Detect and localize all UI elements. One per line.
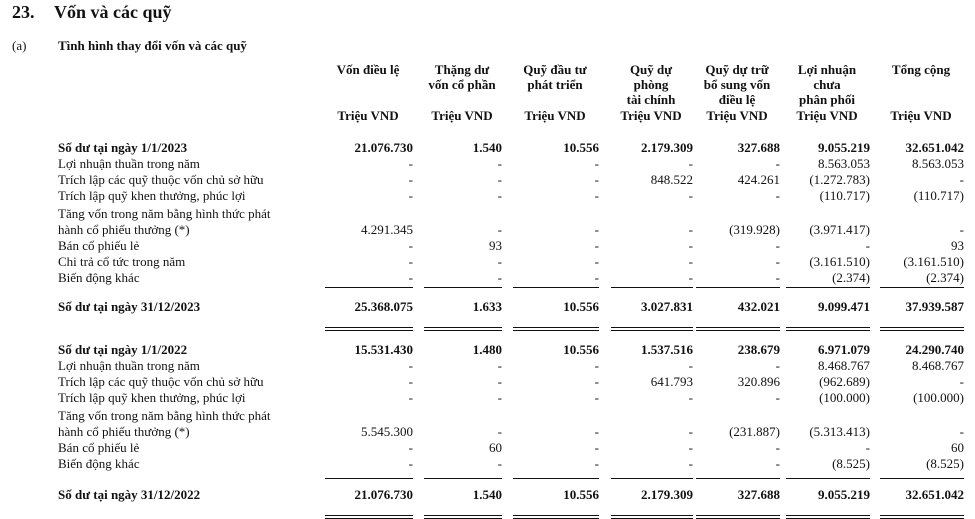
cell-value: - xyxy=(594,440,599,455)
cell-value: - xyxy=(497,374,502,389)
cell-value: 9.099.471 xyxy=(818,299,870,314)
total-double-rule xyxy=(513,327,599,331)
cell-value: - xyxy=(408,238,413,253)
cell-value: - xyxy=(775,270,780,285)
cell-value: 21.076.730 xyxy=(354,487,413,502)
cell-value: (3.161.510) xyxy=(903,254,964,269)
cell-value: - xyxy=(594,374,599,389)
column-header-line: Quỹ dự trữ xyxy=(705,62,769,77)
cell-value: 3.027.831 xyxy=(641,299,693,314)
cell-value: 432.021 xyxy=(737,299,780,314)
subtotal-rule xyxy=(786,287,870,288)
cell-value: 32.651.042 xyxy=(905,487,964,502)
cell-value: - xyxy=(688,254,693,269)
cell-value: - xyxy=(594,156,599,171)
cell-value: - xyxy=(688,358,693,373)
cell-value: - xyxy=(497,156,502,171)
cell-value: - xyxy=(865,238,870,253)
column-unit: Triệu VND xyxy=(796,108,858,123)
cell-value: 2.179.309 xyxy=(641,487,693,502)
cell-value: 6.971.079 xyxy=(818,342,870,357)
cell-value: - xyxy=(688,156,693,171)
table-row xyxy=(58,374,970,390)
total-double-rule xyxy=(325,327,413,331)
table-row xyxy=(58,270,970,286)
section-heading xyxy=(12,2,172,23)
cell-value: - xyxy=(688,188,693,203)
cell-value: - xyxy=(959,172,964,187)
subtotal-rule xyxy=(786,478,870,479)
column-header-line: vốn cổ phần xyxy=(428,77,496,92)
cell-value: 10.556 xyxy=(563,487,599,502)
table-row xyxy=(58,188,970,204)
table-row xyxy=(58,342,970,358)
column-header-line: phát triển xyxy=(527,77,583,92)
cell-value: 8.563.053 xyxy=(912,156,964,171)
section-title: Vốn và các quỹ xyxy=(54,2,172,22)
column-header xyxy=(878,62,964,77)
cell-value: 60 xyxy=(951,440,964,455)
column-header-line: tài chính xyxy=(626,92,676,107)
total-double-rule xyxy=(696,327,780,331)
cell-value: 327.688 xyxy=(737,140,780,155)
row-label: Bán cổ phiếu lẻ xyxy=(58,440,140,455)
table-row xyxy=(58,254,970,270)
cell-value: - xyxy=(594,424,599,439)
subtotal-rule xyxy=(611,478,693,479)
cell-value: - xyxy=(959,424,964,439)
cell-value: - xyxy=(688,424,693,439)
cell-value: 1.540 xyxy=(472,487,502,502)
subsection-heading xyxy=(12,38,247,54)
subtotal-rule xyxy=(696,287,780,288)
cell-value: 21.076.730 xyxy=(354,140,413,155)
subtotal-rule xyxy=(513,287,599,288)
row-label: Chi trả cổ tức trong năm xyxy=(58,254,186,269)
section-number: 23. xyxy=(12,2,35,22)
table-row xyxy=(58,390,970,406)
total-double-rule xyxy=(325,515,413,519)
column-header-line: Quỹ đầu tư xyxy=(523,62,587,77)
column-header-line: Vốn điều lệ xyxy=(336,62,400,77)
cell-value: - xyxy=(497,358,502,373)
column-header-line: Tổng cộng xyxy=(891,62,951,77)
total-double-rule xyxy=(880,327,964,331)
cell-value: 32.651.042 xyxy=(905,140,964,155)
cell-value: - xyxy=(775,390,780,405)
cell-value: - xyxy=(408,188,413,203)
cell-value: - xyxy=(688,440,693,455)
subtotal-rule xyxy=(696,478,780,479)
cell-value: (231.887) xyxy=(729,424,780,439)
cell-value: - xyxy=(408,270,413,285)
cell-value: 15.531.430 xyxy=(354,342,413,357)
cell-value: - xyxy=(594,188,599,203)
cell-value: (319.928) xyxy=(729,222,780,237)
column-unit: Triệu VND xyxy=(620,108,682,123)
column-header-line: bổ sung vốn xyxy=(703,77,771,92)
subtotal-rule xyxy=(424,287,502,288)
total-double-rule xyxy=(611,327,693,331)
cell-value: 9.055.219 xyxy=(818,487,870,502)
cell-value: 10.556 xyxy=(563,299,599,314)
subtotal-rule xyxy=(611,287,693,288)
column-header-line: phân phối xyxy=(798,92,855,107)
column-unit: Triệu VND xyxy=(431,108,493,123)
table-row xyxy=(58,172,970,188)
row-label: Số dư tại ngày 1/1/2022 xyxy=(58,342,188,357)
cell-value: 327.688 xyxy=(737,487,780,502)
cell-value: - xyxy=(497,172,502,187)
row-label: Trích lập quỹ khen thưởng, phúc lợi xyxy=(58,390,246,405)
column-header-line: điều lệ xyxy=(718,92,756,107)
cell-value: 1.540 xyxy=(472,140,502,155)
subtotal-rule xyxy=(513,478,599,479)
cell-value: - xyxy=(775,188,780,203)
cell-value: 4.291.345 xyxy=(361,222,413,237)
cell-value: - xyxy=(594,172,599,187)
row-label: Số dư tại ngày 31/12/2023 xyxy=(58,299,201,314)
cell-value: 10.556 xyxy=(563,140,599,155)
subtotal-rule xyxy=(325,478,413,479)
row-label: Số dư tại ngày 1/1/2023 xyxy=(58,140,188,155)
cell-value: 1.633 xyxy=(472,299,502,314)
cell-value: - xyxy=(408,456,413,471)
cell-value: 9.055.219 xyxy=(818,140,870,155)
row-label: hành cổ phiếu thưởng (*) xyxy=(58,424,190,439)
cell-value: - xyxy=(688,390,693,405)
row-label: hành cổ phiếu thưởng (*) xyxy=(58,222,190,237)
cell-value: 5.545.300 xyxy=(361,424,413,439)
row-label: Biến động khác xyxy=(58,456,140,471)
cell-value: - xyxy=(959,222,964,237)
column-header xyxy=(422,62,502,92)
cell-value: - xyxy=(594,456,599,471)
cell-value: - xyxy=(497,222,502,237)
subtotal-rule xyxy=(880,287,964,288)
row-label: Tăng vốn trong năm bằng hình thức phát xyxy=(58,408,271,423)
cell-value: (5.313.413) xyxy=(809,424,870,439)
cell-value: - xyxy=(775,440,780,455)
cell-value: - xyxy=(688,456,693,471)
cell-value: - xyxy=(775,238,780,253)
cell-value: - xyxy=(408,156,413,171)
cell-value: - xyxy=(594,222,599,237)
row-label: Tăng vốn trong năm bằng hình thức phát xyxy=(58,206,271,221)
column-header-line: Quỹ dự xyxy=(629,62,673,77)
cell-value: - xyxy=(408,440,413,455)
column-header xyxy=(323,62,413,77)
cell-value: - xyxy=(594,254,599,269)
cell-value: - xyxy=(865,440,870,455)
cell-value: 25.368.075 xyxy=(354,299,413,314)
column-header xyxy=(609,62,693,107)
cell-value: - xyxy=(594,390,599,405)
cell-value: 93 xyxy=(489,238,502,253)
subtotal-rule xyxy=(325,287,413,288)
table-row xyxy=(58,456,970,472)
cell-value: 8.468.767 xyxy=(912,358,964,373)
cell-value: (2.374) xyxy=(926,270,964,285)
cell-value: - xyxy=(497,254,502,269)
cell-value: - xyxy=(497,390,502,405)
table-row xyxy=(58,358,970,374)
cell-value: - xyxy=(497,188,502,203)
column-header-line: Lợi nhuận xyxy=(797,62,857,77)
table-row xyxy=(58,140,970,156)
cell-value: (1.272.783) xyxy=(809,172,870,187)
cell-value: 238.679 xyxy=(737,342,780,357)
row-label: Trích lập quỹ khen thưởng, phúc lợi xyxy=(58,188,246,203)
cell-value: - xyxy=(408,172,413,187)
row-label: Số dư tại ngày 31/12/2022 xyxy=(58,487,201,502)
cell-value: 320.896 xyxy=(737,374,780,389)
column-unit: Triệu VND xyxy=(706,108,768,123)
subsection-letter: (a) xyxy=(12,38,27,53)
cell-value: - xyxy=(959,374,964,389)
column-header-line: phòng xyxy=(633,77,669,92)
cell-value: 37.939.587 xyxy=(905,299,964,314)
cell-value: (8.525) xyxy=(832,456,870,471)
cell-value: - xyxy=(408,254,413,269)
cell-value: - xyxy=(775,456,780,471)
row-label: Lợi nhuận thuần trong năm xyxy=(58,358,200,373)
table-row xyxy=(58,440,970,456)
table-row xyxy=(58,222,970,238)
cell-value: 2.179.309 xyxy=(641,140,693,155)
cell-value: - xyxy=(408,358,413,373)
cell-value: - xyxy=(775,358,780,373)
cell-value: (2.374) xyxy=(832,270,870,285)
cell-value: 424.261 xyxy=(737,172,780,187)
table-row xyxy=(58,299,970,315)
cell-value: - xyxy=(497,456,502,471)
cell-value: - xyxy=(594,238,599,253)
column-unit: Triệu VND xyxy=(524,108,586,123)
cell-value: 93 xyxy=(951,238,964,253)
cell-value: 8.468.767 xyxy=(818,358,870,373)
cell-value: - xyxy=(688,222,693,237)
cell-value: - xyxy=(408,374,413,389)
column-unit: Triệu VND xyxy=(890,108,952,123)
row-label: Trích lập các quỹ thuộc vốn chủ sở hữu xyxy=(58,374,264,389)
table-row xyxy=(58,408,970,424)
table-row xyxy=(58,206,970,222)
total-double-rule xyxy=(786,515,870,519)
cell-value: - xyxy=(688,238,693,253)
subsection-title: Tình hình thay đổi vốn và các quỹ xyxy=(58,38,247,53)
cell-value: 24.290.740 xyxy=(905,342,964,357)
cell-value: - xyxy=(775,156,780,171)
total-double-rule xyxy=(880,515,964,519)
cell-value: - xyxy=(408,390,413,405)
total-double-rule xyxy=(786,327,870,331)
cell-value: - xyxy=(775,254,780,269)
table-row xyxy=(58,487,970,503)
cell-value: 8.563.053 xyxy=(818,156,870,171)
table-row xyxy=(58,156,970,172)
cell-value: 1.537.516 xyxy=(641,342,693,357)
cell-value: - xyxy=(497,270,502,285)
total-double-rule xyxy=(424,515,502,519)
cell-value: 641.793 xyxy=(650,374,693,389)
cell-value: (100.000) xyxy=(913,390,964,405)
row-label: Biến động khác xyxy=(58,270,140,285)
column-header xyxy=(511,62,599,92)
column-header-line: chưa xyxy=(813,77,841,92)
row-label: Bán cổ phiếu lẻ xyxy=(58,238,140,253)
column-unit: Triệu VND xyxy=(337,108,399,123)
cell-value: (3.971.417) xyxy=(809,222,870,237)
cell-value: (962.689) xyxy=(819,374,870,389)
cell-value: (110.717) xyxy=(819,188,870,203)
cell-value: - xyxy=(688,270,693,285)
subtotal-rule xyxy=(880,478,964,479)
total-double-rule xyxy=(696,515,780,519)
cell-value: 1.480 xyxy=(472,342,502,357)
table-row xyxy=(58,238,970,254)
total-double-rule xyxy=(424,327,502,331)
cell-value: (100.000) xyxy=(819,390,870,405)
cell-value: 60 xyxy=(489,440,502,455)
column-header-line: Thặng dư xyxy=(434,62,490,77)
cell-value: 10.556 xyxy=(563,342,599,357)
subtotal-rule xyxy=(424,478,502,479)
cell-value: (110.717) xyxy=(913,188,964,203)
cell-value: (8.525) xyxy=(926,456,964,471)
total-double-rule xyxy=(611,515,693,519)
row-label: Lợi nhuận thuần trong năm xyxy=(58,156,200,171)
total-double-rule xyxy=(513,515,599,519)
cell-value: 848.522 xyxy=(650,172,693,187)
column-header xyxy=(784,62,870,107)
cell-value: - xyxy=(594,270,599,285)
table-row xyxy=(58,424,970,440)
column-header xyxy=(694,62,780,107)
row-label: Trích lập các quỹ thuộc vốn chủ sở hữu xyxy=(58,172,264,187)
cell-value: - xyxy=(497,424,502,439)
cell-value: - xyxy=(594,358,599,373)
cell-value: (3.161.510) xyxy=(809,254,870,269)
